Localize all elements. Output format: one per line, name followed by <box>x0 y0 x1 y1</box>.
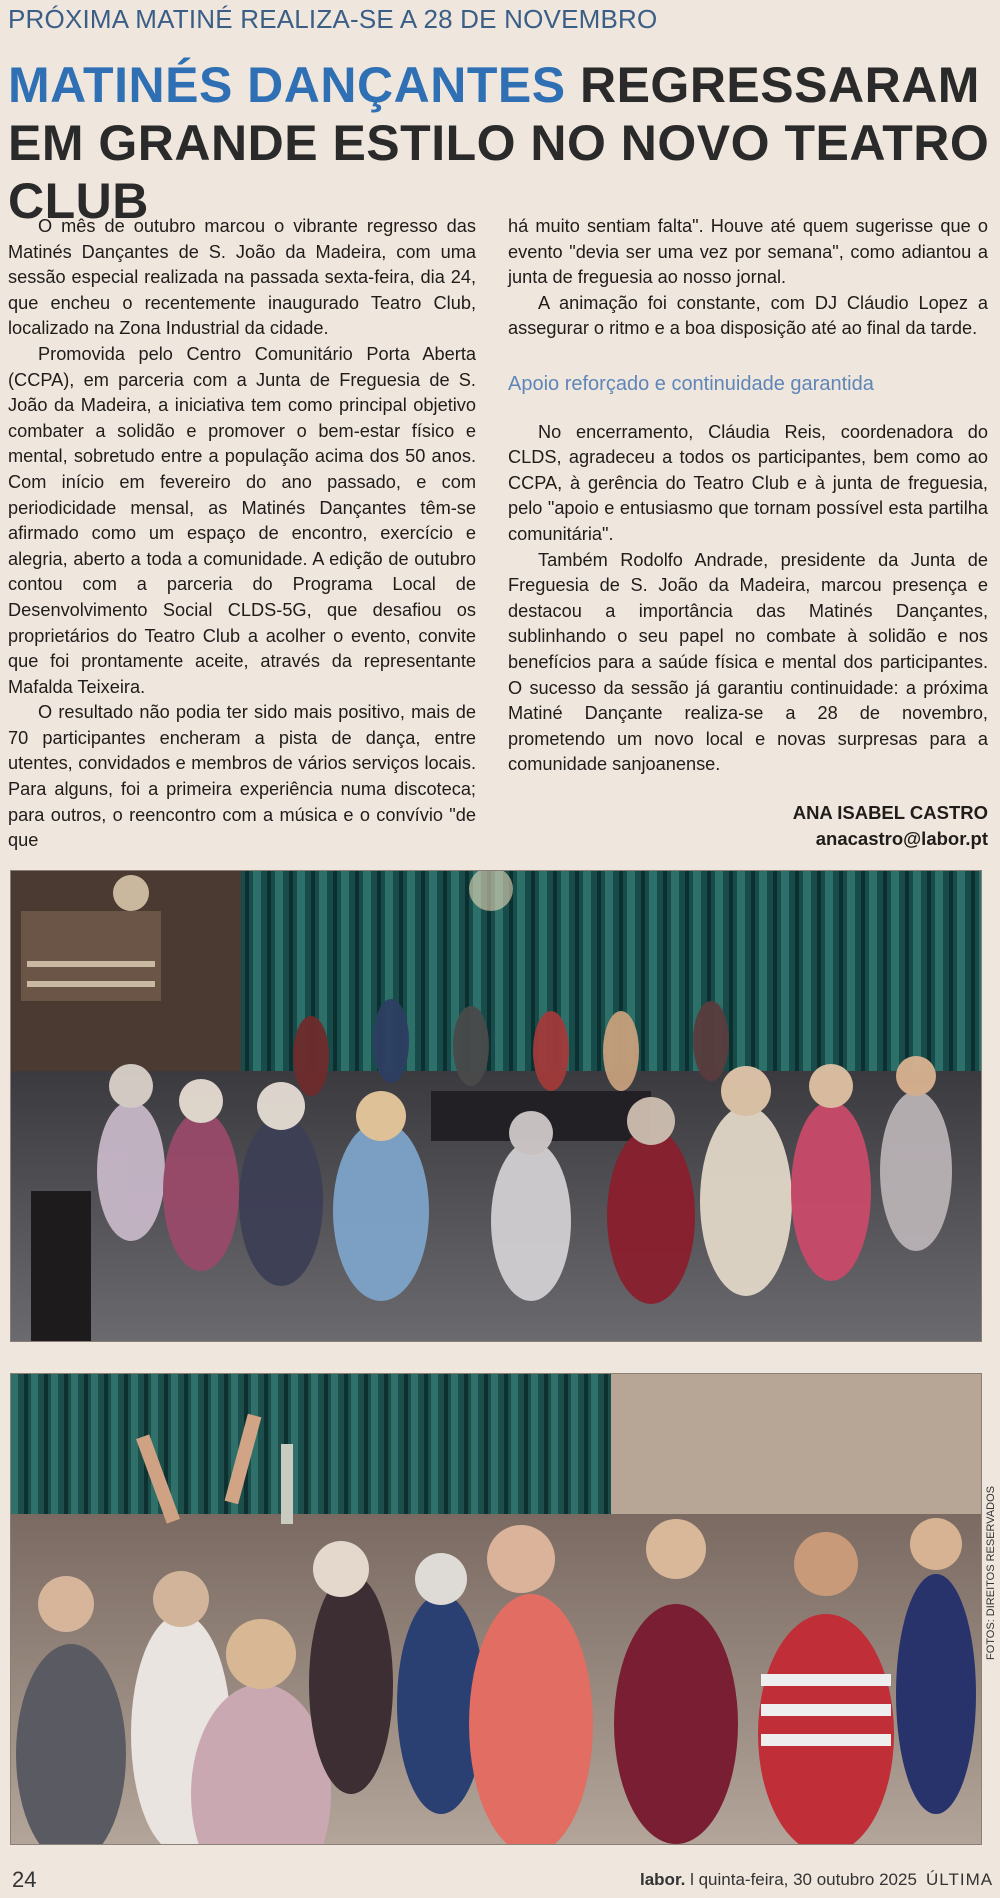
photo-illustration <box>11 871 981 1341</box>
headline-line2: EM GRANDE ESTILO NO NOVO TEATRO CLUB <box>8 115 990 229</box>
page-number: 24 <box>12 1867 37 1892</box>
photo-dance-floor-line-dance <box>10 870 982 1342</box>
publication-logo: labor. <box>640 1870 686 1889</box>
paragraph: há muito sentiam falta". Houve até quem sugerisse que o evento "devia ser uma vez por semana", como adiantou a junta de freguesia ao nosso jornal. <box>508 216 988 288</box>
paragraph: O resultado não podia ter sido mais positivo, mais de 70 participantes encheram a pista de dança, entre utentes, convidados e membros de vários serviços locais. Para alguns, foi a primeira experiência numa discoteca; para outros, o reencontro com a música e o convívio "de que <box>8 702 476 851</box>
photo-illustration <box>11 1374 981 1844</box>
paragraph: No encerramento, Cláudia Reis, coordenadora do CLDS, agradeceu a todos os participantes, bem como ao CCPA, à gerência do Teatro Club e à junta de freguesia, pelo "apoio e entusiasmo que tornam possível esta partilha comunitária". <box>508 421 988 544</box>
paragraph: Promovida pelo Centro Comunitário Porta Aberta (CCPA), em parceria com a Junta de Freguesia de S. João da Madeira, a iniciativa tem como principal objetivo combater a solidão e promover o bem-estar físico e mental, sobretudo entre a população acima dos 50 anos. Com início em fevereiro do ano passado, e com periodicidade mensal, as Matinés Dançantes têm-se afirmado como um espaço de encontro, exercício e alegria, aberto a toda a comunidade. A edição de outubro contou com a parceria do Programa Local de Desenvolvimento Social CLDS-5G, que desafiou os proprietários do Teatro Club a acolher o evento, convite que foi prontamente aceite, através da representante Mafalda Teixeira. <box>8 343 476 697</box>
section-label: ÚLTIMA <box>926 1870 994 1889</box>
photo-crowd-dancing <box>10 1373 982 1845</box>
footer-publication-line <box>640 1870 917 1890</box>
byline-email: anacastro@labor.pt <box>815 827 988 849</box>
kicker-line: PRÓXIMA MATINÉ REALIZA-SE A 28 DE NOVEMBRO <box>8 4 658 34</box>
paragraph: A animação foi constante, com DJ Cláudio Lopez a assegurar o ritmo e a boa disposição até ao final da tarde. <box>508 292 988 339</box>
page-footer <box>0 1858 1000 1898</box>
headline-accent: MATINÉS DANÇANTES <box>8 57 566 113</box>
byline <box>508 800 988 852</box>
headline-rest: REGRESSARAM <box>565 57 980 113</box>
article-column-right <box>508 214 988 852</box>
article-column-left <box>8 214 476 854</box>
section-subhead: Apoio reforçado e continuidade garantida <box>508 372 874 395</box>
photo-credit: FOTOS: DIREITOS RESERVADOS <box>985 1485 997 1660</box>
paragraph: O mês de outubro marcou o vibrante regresso das Matinés Dançantes de S. João da Madeira, com uma sessão especial realizada na passada sexta-feira, dia 24, que encheu o recentemente inaugurado Teatro Club, localizado na Zona Industrial da cidade. <box>8 216 476 339</box>
paragraph: Também Rodolfo Andrade, presidente da Junta de Freguesia de S. João da Madeira, marcou presença e destacou a importância das Matinés Dançantes, sublinhando o seu papel no combate à solidão e nos benefícios para a saúde física e mental dos participantes. O sucesso da sessão já garantiu continuidade: a próxima Matiné Dançante realiza-se a 28 de novembro, prometendo um novo local e novas surpresas para a comunidade sanjoanense. <box>508 549 988 775</box>
byline-author: ANA ISABEL CASTRO <box>792 801 988 823</box>
footer-date: l quinta-feira, 30 outubro 2025 <box>690 1870 917 1889</box>
article-headline <box>8 56 992 230</box>
